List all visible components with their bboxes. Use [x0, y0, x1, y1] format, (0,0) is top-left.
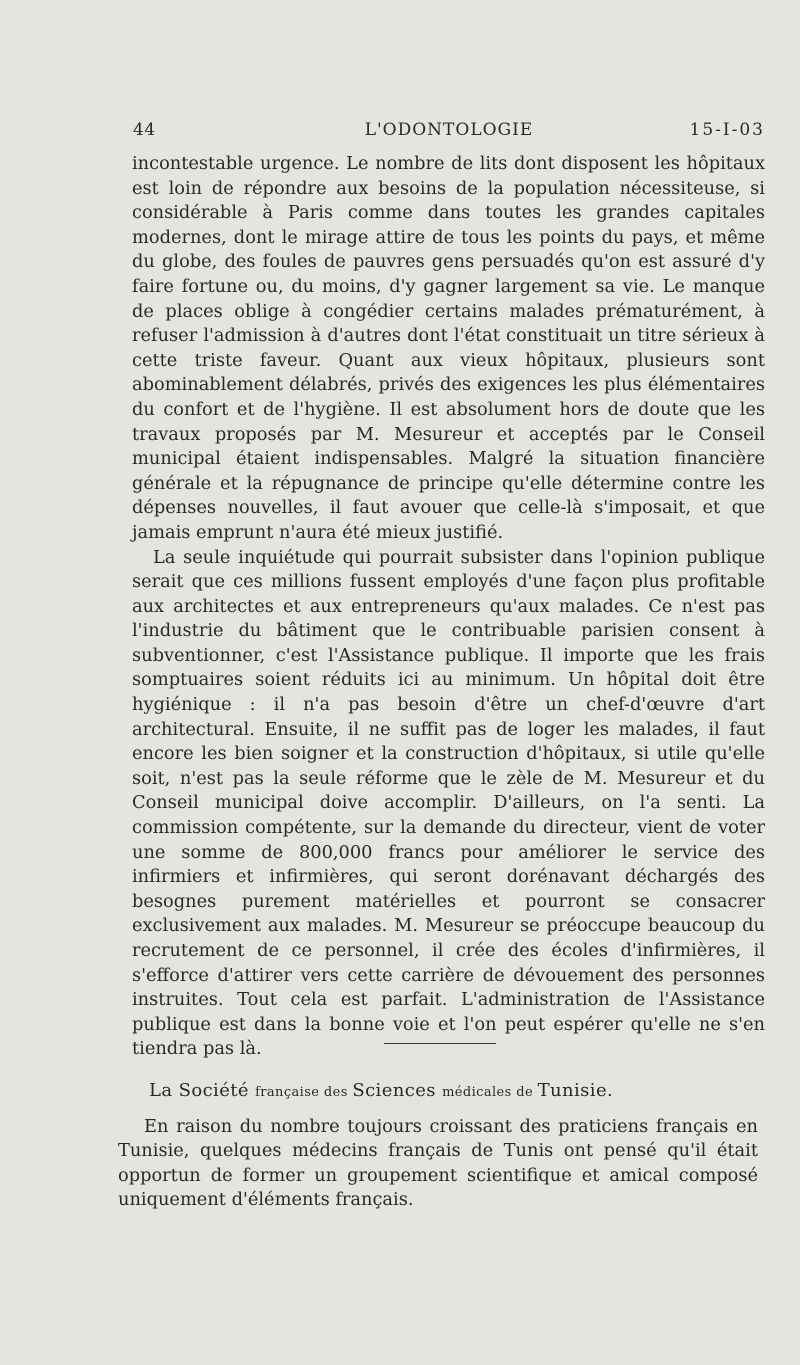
heading-word: Sciences [352, 1080, 443, 1101]
section-paragraph: En raison du nombre toujours croissant des praticiens français en Tunisie, quelques médecins français de Tunis ont pensé qu'il était opportun de former un groupement scientifique et amical composé uniquement d'éléments français. [118, 1116, 758, 1210]
section-divider [384, 1043, 496, 1044]
heading-word: La [149, 1080, 179, 1101]
article-body [132, 152, 765, 1062]
issue-date: 15-I-03 [689, 120, 765, 140]
heading-word: Tunisie. [537, 1080, 614, 1101]
section-body [118, 1115, 758, 1212]
heading-word: Société [178, 1080, 256, 1101]
heading-word: française des [255, 1085, 353, 1100]
running-header [133, 120, 765, 144]
section-heading [149, 1080, 765, 1101]
page-number: 44 [133, 120, 156, 140]
article-paragraph: La seule inquiétude qui pourrait subsister dans l'opinion publique serait que ces millions fussent employés d'une façon plus profitable aux architectes et aux entrepreneurs qu'aux malades. Ce n'est pas l'industrie du bâtiment que le contribuable parisien consent à subventionner, c'est l'Assistance publique. Il importe que les frais somptuaires soient réduits ici au minimum. Un hôpital doit être hygiénique : il n'a pas besoin d'être un chef-d'œuvre d'art architectural. Ensuite, il ne suffit pas de loger les malades, il faut encore les bien soigner et la construction d'hôpitaux, si utile qu'elle soit, n'est pas la seule réforme que le zèle de M. Mesureur et du Conseil municipal doive accomplir. D'ailleurs, on l'a senti. La commission compétente, sur la demande du directeur, vient de voter une somme de 800,000 francs pour améliorer le service des infirmiers et infirmières, qui seront dorénavant déchargés des besognes purement matérielles et pourront se consacrer exclusivement aux malades. M. Mesureur se préoccupe beaucoup du recrutement de ce personnel, il crée des écoles d'infirmières, il s'efforce d'attirer vers cette carrière de dévouement des personnes instruites. Tout cela est parfait. L'administration de l'Assistance publique est dans la bonne voie et l'on peut espérer qu'elle ne s'en tiendra pas là. [132, 546, 765, 1060]
heading-word: médicales de [442, 1085, 538, 1100]
journal-title: L'ODONTOLOGIE [364, 120, 534, 140]
article-paragraph: incontestable urgence. Le nombre de lits dont disposent les hôpitaux est loin de répondre aux besoins de la population nécessiteuse, si considérable à Paris comme dans toutes les grandes capitales modernes, dont le mirage attire de tous les points du pays, et même du globe, des foules de pauvres gens persuadés qu'on est assuré d'y faire fortune ou, du moins, d'y gagner largement sa vie. Le manque de places oblige à congédier certains malades prématurément, à refuser l'admission à d'autres dont l'état constituait un titre sérieux à cette triste faveur. Quant aux vieux hôpitaux, plusieurs sont abominablement délabrés, privés des exigences les plus élémentaires du confort et de l'hygiène. Il est absolument hors de doute que les travaux proposés par M. Mesureur et acceptés par le Conseil municipal étaient indispensables. Malgré la situation financière générale et la répugnance de principe qu'elle détermine contre les dépenses nouvelles, il faut avouer que celle-là s'imposait, et que jamais emprunt n'aura été mieux justifié. [132, 153, 765, 543]
